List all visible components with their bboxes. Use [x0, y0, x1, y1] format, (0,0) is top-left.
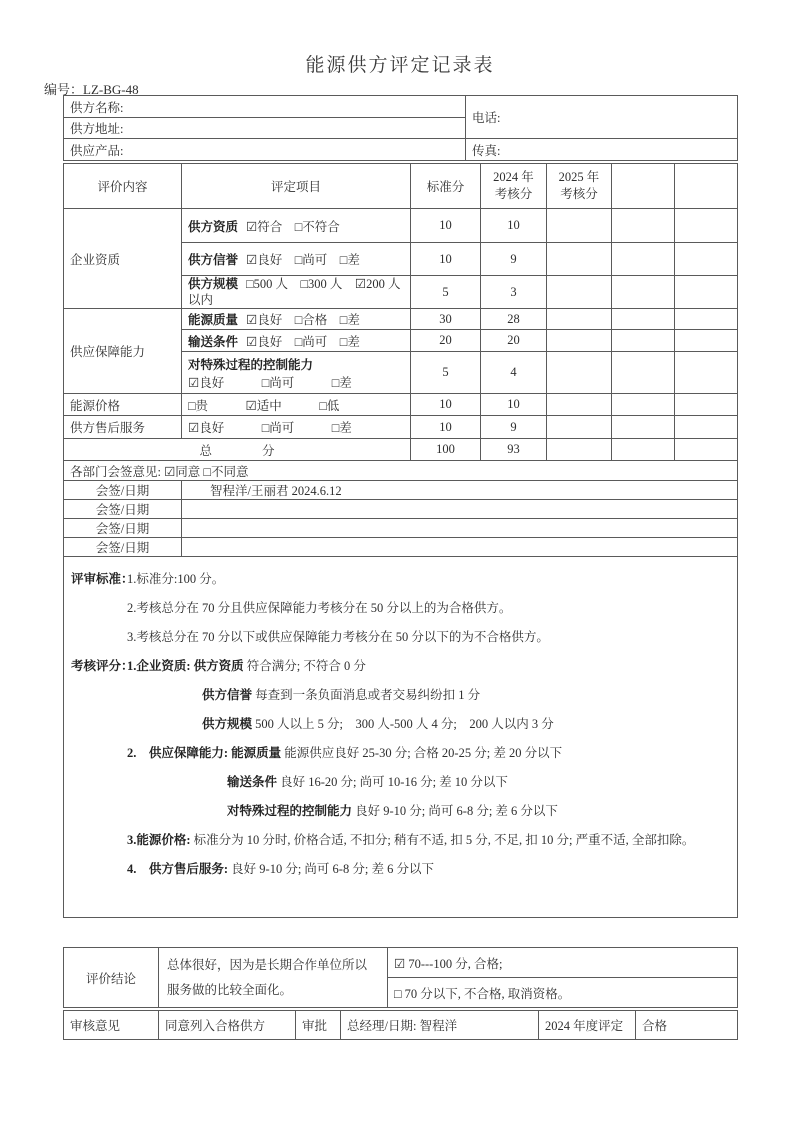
row-review: [64, 1011, 738, 1040]
score-2024: 9: [481, 243, 547, 276]
criteria-line: [70, 855, 733, 884]
standard-score: 5: [411, 352, 481, 394]
item-checkbox-options: □500 人 □300 人 ☑200 人 以内: [188, 277, 401, 307]
conclusion-comment: 总体很好，因为是长期合作单位所以服务做的比较全面化。: [159, 948, 388, 1008]
criteria-text: 良好 9-10 分; 尚可 6-8 分; 差 6 分以下: [352, 804, 558, 818]
item-checkbox-options: ☑符合 □不符合: [246, 219, 340, 234]
item-cell: [182, 276, 411, 309]
supply-product-label: 供应产品:: [64, 139, 466, 161]
item-checkbox-options: ☑良好 □尚可 □差: [182, 416, 411, 439]
approve-label: 审批: [296, 1011, 341, 1040]
criteria-bold: 4. 供方售后服务:: [127, 862, 229, 876]
header-extra-1: [612, 164, 675, 209]
criteria-text: 良好 16-20 分; 尚可 10-16 分; 差 10 分以下: [277, 775, 508, 789]
countersign-value: [182, 500, 738, 519]
row-countersign-opinion: [64, 461, 738, 481]
criteria-line: [70, 797, 733, 826]
score-2025: [547, 330, 612, 352]
evaluation-header-row: [64, 164, 738, 209]
item-checkbox-options: ☑良好 □尚可 □差: [246, 334, 360, 349]
criteria-bold: 输送条件: [227, 775, 278, 789]
header-2025-line2: 考核分: [560, 187, 598, 201]
item-cell: [182, 309, 411, 330]
criteria-line: [70, 768, 733, 797]
standard-score: 10: [411, 394, 481, 416]
row-energy-price: [64, 394, 738, 416]
criteria-text: 500 人以上 5 分; 300 人-500 人 4 分; 200 人以内 3 分: [252, 717, 554, 731]
conclusion-table: [63, 947, 738, 1008]
standard-score: 10: [411, 209, 481, 243]
approver: 总经理/日期: 智程洋: [341, 1011, 539, 1040]
total-standard-score: 100: [411, 439, 481, 461]
countersign-label: 会签/日期: [64, 538, 182, 557]
row-countersign-1: [64, 481, 738, 500]
criteria-line: [70, 710, 733, 739]
criteria-bold: 2. 供应保障能力: 能源质量: [127, 746, 282, 760]
criteria-text: 符合满分; 不符合 0 分: [243, 659, 366, 673]
score-2025: [547, 243, 612, 276]
score-2025: [547, 309, 612, 330]
review-label: 审核意见: [64, 1011, 159, 1040]
extra-2: [675, 209, 738, 243]
score-2025: [547, 416, 612, 439]
criteria-section-label: 评审标准：: [71, 572, 134, 586]
item-label: 供方规模: [188, 277, 239, 291]
standard-score: 5: [411, 276, 481, 309]
countersign-label: 会签/日期: [64, 519, 182, 538]
criteria-bold: 供方信誉: [202, 688, 253, 702]
criteria-bold: 供方规模: [202, 717, 253, 731]
criteria-line: [70, 652, 733, 681]
supplier-name-label: 供方名称:: [64, 96, 466, 118]
item-cell: [182, 243, 411, 276]
criteria-bold: 1.企业资质: 供方资质: [127, 659, 244, 673]
row-countersign-2: [64, 500, 738, 519]
row-energy-quality: [64, 309, 738, 330]
countersign-label: 会签/日期: [64, 500, 182, 519]
review-table: [63, 1010, 738, 1040]
countersign-opinion: 各部门会签意见: ☑同意 □不同意: [64, 461, 738, 481]
supplier-info-table: [63, 95, 738, 161]
item-cell: [182, 352, 411, 394]
item-label: 对特殊过程的控制能力: [188, 357, 314, 372]
row-countersign-3: [64, 519, 738, 538]
item-label: 供方信誉: [188, 253, 239, 267]
header-item: 评定项目: [182, 164, 411, 209]
criteria-bold: 3.能源价格:: [127, 833, 191, 847]
header-content: 评价内容: [64, 164, 182, 209]
category-energy-price: 能源价格: [64, 394, 182, 416]
item-cell: [182, 330, 411, 352]
item-label: 供方资质: [188, 219, 239, 234]
criteria-line: [70, 681, 733, 710]
header-2024-line1: 2024 年: [493, 170, 534, 184]
extra-1: [612, 330, 675, 352]
score-2024: 10: [481, 394, 547, 416]
total-score-2025: [547, 439, 612, 461]
header-2024: [481, 164, 547, 209]
fax-label: 传真:: [466, 139, 738, 161]
countersign-value: [182, 538, 738, 557]
extra-2: [675, 394, 738, 416]
extra-2: [675, 309, 738, 330]
row-after-sales-service: [64, 416, 738, 439]
criteria-line: [70, 623, 733, 652]
score-2024: 9: [481, 416, 547, 439]
phone-label: 电话:: [466, 96, 738, 139]
extra-2: [675, 243, 738, 276]
item-label: 能源质量: [188, 313, 239, 327]
criteria-text: 能源供应良好 25-30 分; 合格 20-25 分; 差 20 分以下: [281, 746, 563, 760]
item-cell: [182, 209, 411, 243]
criteria-cell: [64, 557, 738, 918]
extra-1: [612, 209, 675, 243]
evaluation-table: [63, 163, 738, 918]
extra-1: [612, 243, 675, 276]
review-opinion: 同意列入合格供方: [159, 1011, 296, 1040]
criteria-text: 每查到一条负面消息或者交易纠纷扣 1 分: [252, 688, 481, 702]
year-evaluation-result: 合格: [636, 1011, 738, 1040]
total-label: 总 分: [64, 439, 411, 461]
conclusion-pass-option: ☑ 70---100 分, 合格;: [388, 948, 738, 978]
countersign-value: [182, 519, 738, 538]
criteria-section-label: 考核评分：: [71, 659, 134, 673]
header-2024-line2: 考核分: [494, 187, 533, 201]
standard-score: 10: [411, 416, 481, 439]
criteria-line: [70, 739, 733, 768]
criteria-text: 3.考核总分在 70 分以下或供应保障能力考核分在 50 分以下的为不合格供方。: [127, 630, 549, 644]
criteria-text: 1.标准分:100 分。: [127, 572, 225, 586]
score-2025: [547, 276, 612, 309]
criteria-bold: 对特殊过程的控制能力: [227, 804, 353, 818]
standard-score: 20: [411, 330, 481, 352]
countersign-label: 会签/日期: [64, 481, 182, 500]
criteria-text: 2.考核总分在 70 分且供应保障能力考核分在 50 分以上的为合格供方。: [127, 601, 512, 615]
countersign-value: 智程洋/王丽君 2024.6.12: [182, 481, 738, 500]
criteria-line: [70, 565, 733, 594]
total-score-2024: 93: [481, 439, 547, 461]
item-checkbox-options: ☑良好 □尚可 □差: [246, 253, 360, 267]
score-2025: [547, 352, 612, 394]
score-2024: 28: [481, 309, 547, 330]
extra-2: [675, 416, 738, 439]
extra-1: [612, 352, 675, 394]
score-2025: [547, 209, 612, 243]
row-criteria: [64, 557, 738, 918]
row-countersign-4: [64, 538, 738, 557]
header-extra-2: [675, 164, 738, 209]
item-checkbox-options: □贵 ☑适中 □低: [182, 394, 411, 416]
extra-1: [612, 439, 675, 461]
category-enterprise: 企业资质: [64, 209, 182, 309]
score-2024: 20: [481, 330, 547, 352]
extra-1: [612, 394, 675, 416]
criteria-line: [70, 594, 733, 623]
criteria-text: 良好 9-10 分; 尚可 6-8 分; 差 6 分以下: [228, 862, 434, 876]
extra-1: [612, 276, 675, 309]
header-2025-line1: 2025 年: [558, 170, 600, 184]
extra-1: [612, 416, 675, 439]
score-2024: 4: [481, 352, 547, 394]
row-total-score: [64, 439, 738, 461]
standard-score: 30: [411, 309, 481, 330]
extra-2: [675, 439, 738, 461]
extra-2: [675, 330, 738, 352]
extra-2: [675, 352, 738, 394]
item-label: 输送条件: [188, 334, 239, 349]
page-title: 能源供方评定记录表: [305, 55, 495, 76]
category-after-sales: 供方售后服务: [64, 416, 182, 439]
item-checkbox-options: ☑良好 □尚可 □差: [188, 375, 352, 390]
criteria-line: [70, 826, 733, 855]
category-supply-guarantee: 供应保障能力: [64, 309, 182, 394]
supplier-address-label: 供方地址:: [64, 118, 466, 139]
score-2024: 10: [481, 209, 547, 243]
criteria-text: 标准分为 10 分时, 价格合适, 不扣分; 稍有不适, 扣 5 分, 不足, 扣 10 分; 严重不适, 全部扣除。: [190, 833, 695, 847]
extra-1: [612, 309, 675, 330]
extra-2: [675, 276, 738, 309]
score-2024: 3: [481, 276, 547, 309]
header-2025: [547, 164, 612, 209]
doc-number: 编号：LZ-BG-48: [44, 82, 139, 97]
conclusion-fail-option: □ 70 分以下, 不合格, 取消资格。: [388, 978, 738, 1008]
row-supplier-qualification: [64, 209, 738, 243]
item-checkbox-options: ☑良好 □合格 □差: [246, 313, 360, 327]
score-2025: [547, 394, 612, 416]
standard-score: 10: [411, 243, 481, 276]
conclusion-label: 评价结论: [64, 948, 159, 1008]
row-conclusion-pass: [64, 948, 738, 978]
year-evaluation-label: 2024 年度评定: [539, 1011, 636, 1040]
header-standard: 标准分: [411, 164, 481, 209]
